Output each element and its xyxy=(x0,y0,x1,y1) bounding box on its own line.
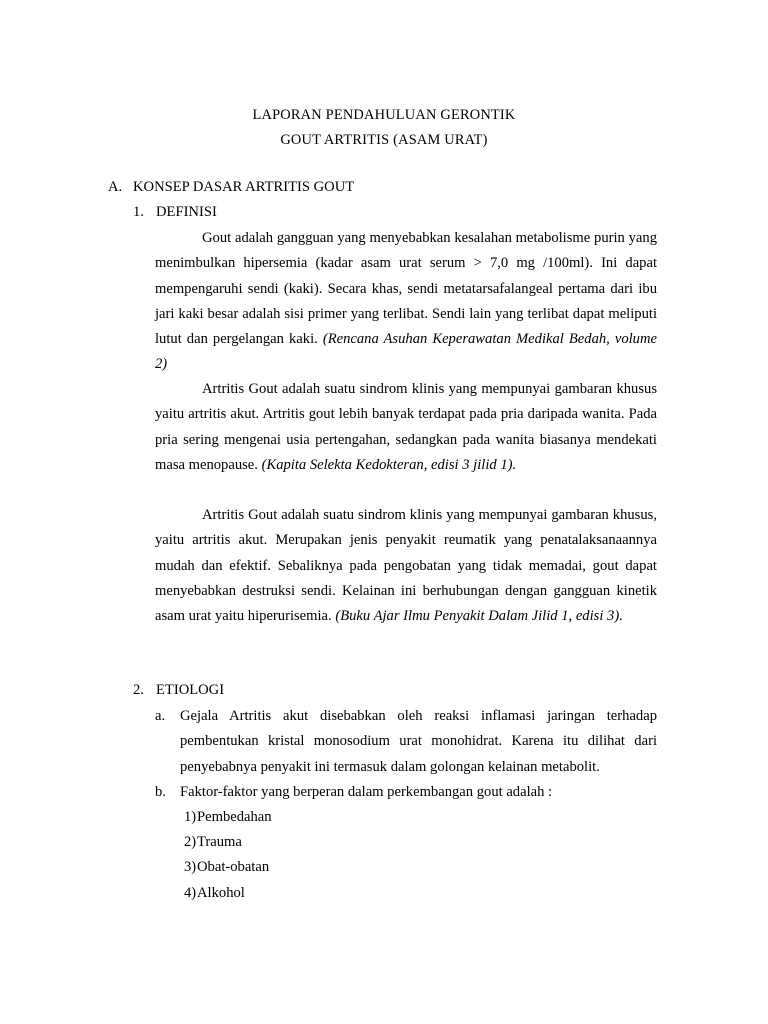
paragraph-citation: (Buku Ajar Ilmu Penyakit Dalam Jilid 1, edisi 3). xyxy=(335,608,623,625)
subsection-1-marker: 1. xyxy=(133,204,144,220)
subsection-1-heading xyxy=(133,200,217,225)
paragraph-text: Artritis Gout adalah suatu sindrom klinis yang mempunyai gambaran khusus, yaitu artritis akut. Merupakan jenis penyakit reumatik yang penatalaksanaannya mudah dan efektif. Sebaliknya pada pengobatan yang tidak memadai, gout dapat menyebabkan destruksi sendi. Kelainan ini berhubungan dengan gangguan kinetik asam urat yaitu hiperurisemia. xyxy=(155,507,657,625)
factor-marker: 1) xyxy=(184,809,197,825)
subsection-2-heading xyxy=(133,678,225,703)
factor-marker: 4) xyxy=(184,885,197,901)
factor-text: Trauma xyxy=(197,834,242,850)
definition-paragraph-2 xyxy=(155,377,657,478)
factor-marker: 3) xyxy=(184,859,197,875)
paragraph-citation: (Rencana Asuhan Keperawatan Medikal Bedah, volume 2) xyxy=(155,331,657,373)
section-a-heading xyxy=(108,175,355,200)
section-a-label: KONSEP DASAR ARTRITIS GOUT xyxy=(133,179,355,195)
document-title xyxy=(0,103,768,153)
paragraph-citation: (Kapita Selekta Kedokteran, edisi 3 jilid 1). xyxy=(261,456,517,473)
section-a-marker: A. xyxy=(108,179,123,195)
item-marker: b. xyxy=(155,784,166,800)
definition-paragraph-3 xyxy=(155,503,657,629)
paragraph-text: Gout adalah gangguan yang menyebabkan kesalahan metabolisme purin yang menimbulkan hipersemia (kadar asam urat serum > 7,0 mg /100ml). Ini dapat mempengaruhi sendi (kaki). Secara khas, sendi metatarsafalangeal pertama dari ibu jari kaki besar adalah sisi primer yang terlibat. Sendi lain yang terlibat dapat meliputi lutut dan pergelangan kaki. xyxy=(155,230,657,348)
paragraph-text: Artritis Gout adalah suatu sindrom klinis yang mempunyai gambaran khusus yaitu artritis akut. Artritis gout lebih banyak terdapat pada pria daripada wanita. Pada pria sering mengenai usia pertengahan, sedangkan pada wanita biasanya mendekati masa menopause. xyxy=(155,381,657,473)
title-line-2: GOUT ARTRITIS (ASAM URAT) xyxy=(280,132,488,148)
factor-text: Alkohol xyxy=(197,885,245,901)
item-marker: a. xyxy=(155,708,166,724)
factor-text: Pembedahan xyxy=(197,809,272,825)
definition-paragraph-1 xyxy=(155,226,657,378)
title-line-1: LAPORAN PENDAHULUAN GERONTIK xyxy=(252,107,516,123)
etiology-item-b xyxy=(155,780,657,805)
subsection-2-marker: 2. xyxy=(133,682,144,698)
factor-marker: 2) xyxy=(184,834,197,850)
item-text: Faktor-faktor yang berperan dalam perkembangan gout adalah : xyxy=(180,784,553,800)
factor-text: Obat-obatan xyxy=(197,859,270,875)
subsection-2-label: ETIOLOGI xyxy=(156,682,225,698)
item-text: Gejala Artritis akut disebabkan oleh reaksi inflamasi jaringan terhadap pembentukan kristal monosodium urat monohidrat. Karena itu dilihat dari penyebabnya penyakit ini termasuk dalam golongan kelainan metabolit. xyxy=(180,708,657,775)
subsection-1-label: DEFINISI xyxy=(156,204,217,220)
